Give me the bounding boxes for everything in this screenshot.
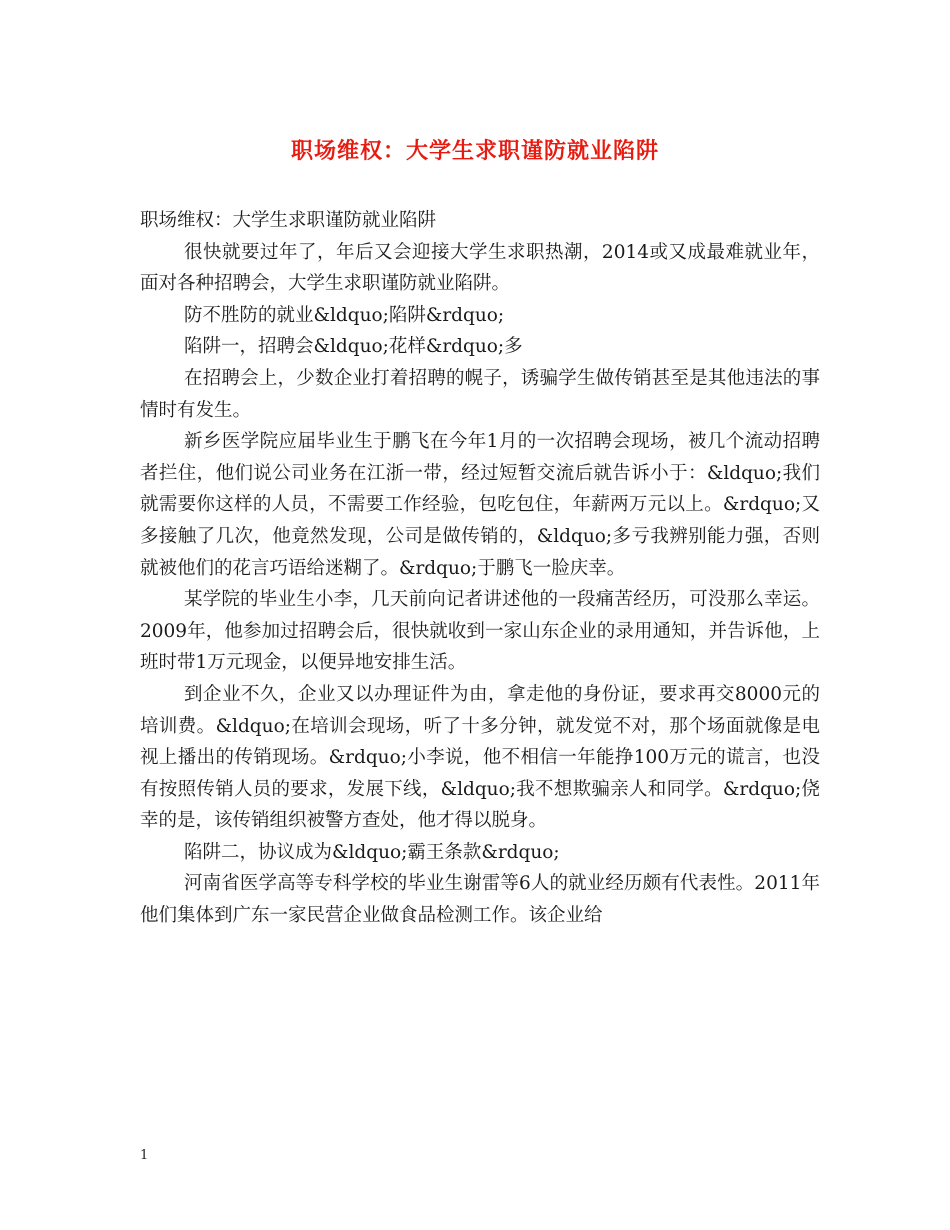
page-number: 1 (140, 1148, 149, 1163)
paragraph: 某学院的毕业生小李，几天前向记者讲述他的一段痛苦经历，可没那么幸运。2009年，他参加过招聘会后，很快就收到一家山东企业的录用通知，并告诉他，上班时带1万元现金，以便异地安排生活。 (140, 589, 820, 674)
paragraph: 很快就要过年了，年后又会迎接大学生求职热潮，2014或又成最难就业年，面对各种招聘会，大学生求职谨防就业陷阱。 (140, 241, 820, 295)
document-body (140, 205, 820, 932)
paragraph: 陷阱一，招聘会&ldquo;花样&rdquo;多 (184, 336, 523, 358)
paragraph: 职场维权：大学生求职谨防就业陷阱 (140, 210, 437, 231)
paragraph: 防不胜防的就业&ldquo;陷阱&rdquo; (184, 304, 505, 326)
document-title: 职场维权：大学生求职谨防就业陷阱 (290, 139, 659, 164)
paragraph: 陷阱二，协议成为&ldquo;霸王条款&rdquo; (184, 841, 560, 863)
paragraph: 新乡医学院应届毕业生于鹏飞在今年1月的一次招聘会现场，被几个流动招聘者拦住，他们说公司业务在江浙一带，经过短暂交流后就告诉小于：&ldquo;我们就需要你这样的人员，不需要工作经验，包吃包住，年薪两万元以上。&rdquo;又多接触了几次，他竟然发现，公司是做传销的，&ldquo;多亏我辨别能力强，否则就被他们的花言巧语给迷糊了。&rdquo;于鹏飞一脸庆幸。 (140, 431, 820, 579)
paragraph: 到企业不久，企业又以办理证件为由，拿走他的身份证，要求再交8000元的培训费。&ldquo;在培训会现场，听了十多分钟，就发觉不对，那个场面就像是电视上播出的传销现场。&rdquo;小李说，他不相信一年能挣100万元的谎言，也没有按照传销人员的要求，发展下线，&ldquo;我不想欺骗亲人和同学。&rdquo;侥幸的是，该传销组织被警方查处，他才得以脱身。 (140, 683, 820, 832)
paragraph: 在招聘会上，少数企业打着招聘的幌子，诱骗学生做传销甚至是其他违法的事情时有发生。 (140, 367, 820, 421)
paragraph: 河南省医学高等专科学校的毕业生谢雷等6人的就业经历颇有代表性。2011年他们集体到广东一家民营企业做食品检测工作。该企业给 (140, 873, 820, 927)
